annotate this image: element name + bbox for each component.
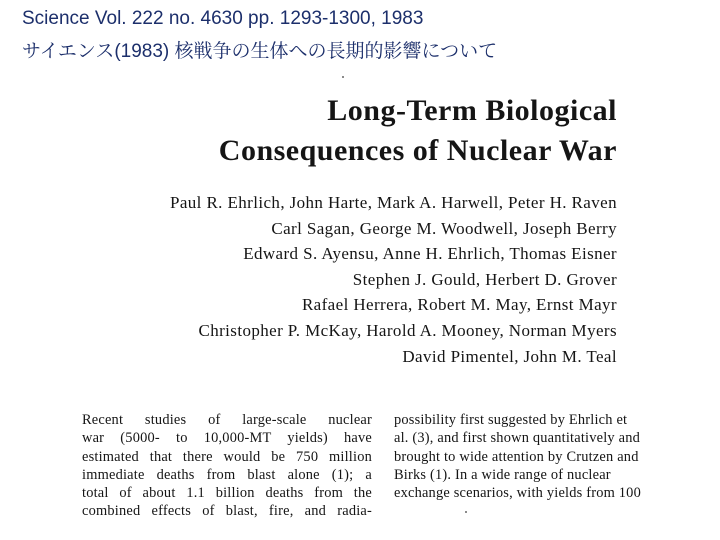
body-column-left — [82, 411, 372, 521]
body-line: estimated that there would be 750 million — [82, 448, 372, 465]
author-line: David Pimentel, John M. Teal — [402, 346, 617, 366]
body-line: al. (3), and first shown quantitatively and — [394, 430, 640, 447]
author-list — [170, 190, 617, 369]
body-line: Recent studies of large-scale nuclear — [82, 412, 372, 428]
body-line: exchange scenarios, with yields from 100 — [394, 485, 641, 502]
body-line: brought to wide attention by Crutzen and — [394, 448, 639, 465]
scanned-paper — [60, 78, 720, 518]
paper-title-line-1: Long-Term Biological — [327, 94, 617, 127]
author-line: Paul R. Ehrlich, John Harte, Mark A. Harwell, Peter H. Raven — [169, 193, 617, 212]
body-line: total of about 1.1 billion deaths from the — [82, 485, 372, 502]
scan-speck — [342, 76, 344, 78]
scan-speck — [465, 511, 467, 513]
author-line: Christopher P. McKay, Harold A. Mooney, Norman Myers — [198, 320, 617, 340]
body-line: immediate deaths from blast alone (1); a — [82, 466, 372, 483]
body-line: possibility first suggested by Ehrlich et — [394, 412, 628, 428]
author-line: Rafael Herrera, Robert M. May, Ernst Mayr — [301, 295, 617, 315]
paper-title-line-2: Consequences of Nuclear War — [218, 134, 617, 167]
body-line: war (5000- to 10,000-MT yields) have — [82, 430, 372, 447]
citation-line: Science Vol. 222 no. 4630 pp. 1293-1300, 1983 — [22, 8, 424, 29]
author-line: Stephen J. Gould, Herbert D. Grover — [352, 269, 617, 289]
body-line: combined effects of blast, fire, and radia- — [82, 503, 372, 520]
japanese-title-line: サイエンス(1983) 核戦争の生体への長期的影響について — [22, 41, 498, 62]
body-column-right — [394, 411, 720, 502]
body-line: Birks (1). In a wide range of nuclear — [394, 466, 611, 483]
author-line: Carl Sagan, George M. Woodwell, Joseph Berry — [271, 218, 617, 238]
author-line: Edward S. Ayensu, Anne H. Ehrlich, Thomas Eisner — [243, 244, 617, 264]
